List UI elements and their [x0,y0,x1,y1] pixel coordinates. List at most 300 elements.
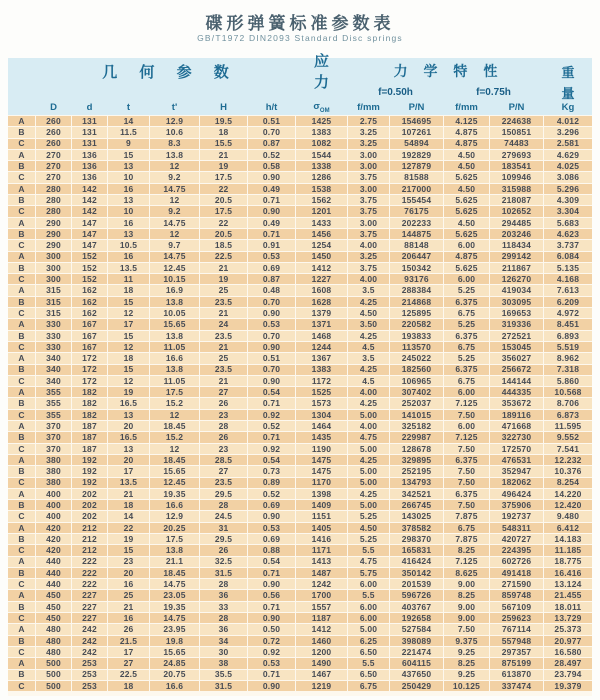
table-row [8,511,592,521]
cell-value: 18.775 [544,557,592,567]
cell-value: 859748 [490,590,543,600]
cell-value: 256672 [490,365,543,375]
cell-value: 4.012 [544,116,592,126]
cell-value: 5.625 [444,263,489,273]
cell-value: 0.71 [248,229,295,239]
cell-value: 1254 [296,240,347,250]
cell-value: 1244 [296,342,347,352]
cell-value: 214868 [390,297,443,307]
cell-value: 416424 [390,557,443,567]
table-row [8,590,592,600]
cell-value: 3.00 [348,150,389,160]
cell-value: 182 [72,398,107,408]
row-series-label: A [8,658,35,668]
cell-value: 4.50 [348,523,389,533]
cell-value: 19 [108,534,149,544]
cell-value: 224395 [490,545,543,555]
header-deflection-075h: f=0.75h [476,86,511,98]
cell-value: 13 [108,444,149,454]
cell-value: 9.00 [444,579,489,589]
table-row [8,466,592,476]
cell-value: 290 [36,218,71,228]
cell-value: 3.25 [348,127,389,137]
cell-value: 1700 [296,590,347,600]
row-series-label: B [8,365,35,375]
cell-value: 5.00 [348,466,389,476]
table-row [8,658,592,668]
header-weight-char-bottom: 量 [561,85,575,101]
cell-value: 3.304 [544,206,592,216]
cell-value: 4.875 [444,252,489,262]
cell-value: 548311 [490,523,543,533]
cell-value: 18 [108,681,149,691]
cell-value: 167 [72,342,107,352]
cell-value: 6.00 [348,579,389,589]
cell-value: 15.65 [150,466,199,476]
cell-value: 330 [36,331,71,341]
cell-value: 9.25 [444,670,489,680]
cell-value: 201539 [390,579,443,589]
cell-value: 398089 [390,636,443,646]
cell-value: 0.52 [248,150,295,160]
cell-value: 7.875 [444,534,489,544]
cell-value: 0.91 [248,240,295,250]
cell-value: 242 [72,647,107,657]
parameter-table [8,53,592,696]
cell-value: 127879 [390,161,443,171]
cell-value: 440 [36,568,71,578]
table-row [8,534,592,544]
cell-value: 0.71 [248,670,295,680]
table-row [8,139,592,149]
cell-value: 444335 [490,387,543,397]
cell-value: 403767 [390,602,443,612]
table-row [8,127,592,137]
cell-value: 0.72 [248,636,295,646]
cell-value: 76175 [390,206,443,216]
cell-value: 172 [72,376,107,386]
cell-value: 15 [108,365,149,375]
table-row [8,376,592,386]
cell-value: 6.75 [444,376,489,386]
cell-value: 6.209 [544,297,592,307]
cell-value: 10 [108,172,149,182]
cell-value: 0.70 [248,331,295,341]
cell-value: 1475 [296,466,347,476]
cell-value: 187 [72,432,107,442]
cell-value: 266745 [390,500,443,510]
cell-value: 22.5 [108,670,149,680]
cell-value: 0.73 [248,466,295,476]
cell-value: 20.5 [200,195,247,205]
cell-value: 10.6 [150,127,199,137]
cell-value: 182560 [390,365,443,375]
cell-value: 1475 [296,455,347,465]
row-series-label: A [8,624,35,634]
cell-value: 152 [72,252,107,262]
cell-value: 24.85 [150,658,199,668]
cell-value: 604115 [390,658,443,668]
table-row [8,297,592,307]
cell-value: 34 [200,636,247,646]
table-row [8,195,592,205]
row-series-label: C [8,681,35,691]
table-row [8,150,592,160]
cell-value: 315 [36,285,71,295]
cell-value: 4.25 [348,489,389,499]
cell-value: 480 [36,636,71,646]
cell-value: 253 [72,681,107,691]
row-series-label: B [8,398,35,408]
cell-value: 1490 [296,658,347,668]
cell-value: 4.50 [444,184,489,194]
row-series-label: C [8,376,35,386]
cell-value: 16.9 [150,285,199,295]
cell-value: 0.53 [248,319,295,329]
cell-value: 355 [36,387,71,397]
cell-value: 6.375 [444,455,489,465]
cell-value: 17 [108,647,149,657]
row-series-label: C [8,545,35,555]
cell-value: 319336 [490,319,543,329]
cell-value: 21.5 [108,636,149,646]
cell-value: 167 [72,319,107,329]
cell-value: 7.125 [444,398,489,408]
cell-value: 22 [108,523,149,533]
row-series-label: B [8,161,35,171]
cell-value: 0.49 [248,218,295,228]
cell-value: 12.420 [544,500,592,510]
cell-value: 450 [36,602,71,612]
cell-value: 0.71 [248,602,295,612]
cell-value: 8.25 [444,658,489,668]
cell-value: 172 [72,365,107,375]
cell-value: 0.90 [248,342,295,352]
column-label-f/mm: f/mm [455,102,478,113]
cell-value: 167 [72,331,107,341]
cell-value: 8.962 [544,353,592,363]
cell-value: 27 [200,387,247,397]
cell-value: 18 [108,500,149,510]
table-row [8,421,592,431]
cell-value: 330 [36,319,71,329]
cell-value: 767114 [490,624,543,634]
cell-value: 437650 [390,670,443,680]
cell-value: 28.5 [200,455,247,465]
row-series-label: C [8,410,35,420]
cell-value: 0.53 [248,252,295,262]
table-row [8,523,592,533]
cell-value: 0.71 [248,195,295,205]
cell-value: 3.737 [544,240,592,250]
cell-value: 6.50 [348,647,389,657]
table-row [8,398,592,408]
cell-value: 147 [72,240,107,250]
cell-value: 300 [36,252,71,262]
cell-value: 557948 [490,636,543,646]
cell-value: 19 [200,161,247,171]
cell-value: 315 [36,308,71,318]
row-series-label: A [8,523,35,533]
cell-value: 14.75 [150,218,199,228]
cell-value: 7.318 [544,365,592,375]
cell-value: 1608 [296,285,347,295]
cell-value: 0.54 [248,557,295,567]
cell-value: 315 [36,297,71,307]
cell-value: 5.00 [348,444,389,454]
cell-value: 352947 [490,466,543,476]
table-row [8,602,592,612]
cell-value: 1383 [296,127,347,137]
cell-value: 1450 [296,252,347,262]
cell-value: 6.084 [544,252,592,262]
cell-value: 7.50 [444,478,489,488]
cell-value: 16.6 [150,500,199,510]
row-series-label: B [8,195,35,205]
cell-value: 31.5 [200,568,247,578]
column-label-H: H [220,102,227,113]
cell-value: 211867 [490,263,543,273]
cell-value: 12 [150,195,199,205]
cell-value: 1456 [296,229,347,239]
cell-value: 7.125 [444,557,489,567]
cell-value: 16.580 [544,647,592,657]
cell-value: 128678 [390,444,443,454]
cell-value: 16.416 [544,568,592,578]
cell-value: 21 [200,342,247,352]
cell-value: 0.53 [248,523,295,533]
cell-value: 4.168 [544,274,592,284]
cell-value: 27 [200,466,247,476]
cell-value: 0.70 [248,365,295,375]
cell-value: 1371 [296,319,347,329]
cell-value: 4.00 [348,240,389,250]
cell-value: 0.58 [248,161,295,171]
cell-value: 153045 [490,342,543,352]
row-series-label: C [8,274,35,284]
row-series-label: C [8,613,35,623]
cell-value: 172570 [490,444,543,454]
cell-value: 1172 [296,376,347,386]
cell-value: 165831 [390,545,443,555]
cell-value: 10.15 [150,274,199,284]
cell-value: 17.5 [150,534,199,544]
row-series-label: C [8,240,35,250]
cell-value: 6.375 [444,489,489,499]
table-row [8,681,592,691]
cell-value: 353672 [490,398,543,408]
cell-value: 5.75 [348,568,389,578]
cell-value: 218087 [490,195,543,205]
cell-value: 221474 [390,647,443,657]
table-row [8,172,592,182]
cell-value: 527584 [390,624,443,634]
row-series-label: C [8,647,35,657]
cell-value: 6.00 [348,602,389,612]
cell-value: 187 [72,444,107,454]
table-row [8,624,592,634]
cell-value: 24 [200,319,247,329]
cell-value: 16 [108,218,149,228]
row-series-label: A [8,184,35,194]
header-deflection-050h: f=0.50h [378,86,413,98]
cell-value: 340 [36,365,71,375]
cell-value: 38 [200,658,247,668]
cell-value: 172 [72,353,107,363]
cell-value: 162 [72,308,107,318]
column-label-t': t' [171,102,178,113]
cell-value: 340 [36,376,71,386]
table-row [8,342,592,352]
cell-value: 31 [200,523,247,533]
cell-value: 496424 [490,489,543,499]
header-mechanical-characteristics: 力 学 特 性 [393,63,504,79]
cell-value: 19 [200,274,247,284]
cell-value: 12.232 [544,455,592,465]
cell-value: 202233 [390,218,443,228]
cell-value: 297357 [490,647,543,657]
cell-value: 189116 [490,410,543,420]
cell-value: 4.5 [348,376,389,386]
cell-value: 102652 [490,206,543,216]
cell-value: 147 [72,218,107,228]
cell-value: 253 [72,658,107,668]
cell-value: 14.75 [150,579,199,589]
cell-value: 142 [72,195,107,205]
cell-value: 32.5 [200,557,247,567]
cell-value: 6.00 [444,240,489,250]
column-label-h/t: h/t [265,102,278,113]
cell-value: 288384 [390,285,443,295]
cell-value: 5.519 [544,342,592,352]
cell-value: 480 [36,624,71,634]
cell-value: 10.568 [544,387,592,397]
cell-value: 21 [108,489,149,499]
cell-value: 4.25 [348,297,389,307]
cell-value: 1219 [296,681,347,691]
cell-value: 9 [108,139,149,149]
row-series-label: B [8,568,35,578]
table-header [8,53,592,115]
cell-value: 5.5 [348,658,389,668]
cell-value: 152 [72,263,107,273]
cell-value: 0.90 [248,579,295,589]
cell-value: 18.011 [544,602,592,612]
table-row [8,229,592,239]
cell-value: 0.71 [248,398,295,408]
cell-value: 19.35 [150,489,199,499]
cell-value: 23.5 [200,331,247,341]
cell-value: 1367 [296,353,347,363]
cell-value: 8.625 [444,568,489,578]
cell-value: 144144 [490,376,543,386]
cell-value: 5.25 [444,353,489,363]
cell-value: 340 [36,353,71,363]
cell-value: 471668 [490,421,543,431]
cell-value: 9.00 [444,613,489,623]
cell-value: 0.90 [248,172,295,182]
cell-value: 4.00 [348,421,389,431]
cell-value: 0.69 [248,534,295,544]
cell-value: 0.51 [248,353,295,363]
cell-value: 0.70 [248,127,295,137]
cell-value: 16 [108,252,149,262]
cell-value: 0.51 [248,116,295,126]
cell-value: 10.125 [444,681,489,691]
cell-value: 202 [72,500,107,510]
cell-value: 9.2 [150,206,199,216]
cell-value: 203246 [490,229,543,239]
cell-value: 15.2 [150,398,199,408]
cell-value: 16 [108,613,149,623]
cell-value: 147 [72,229,107,239]
cell-value: 13.124 [544,579,592,589]
cell-value: 1468 [296,331,347,341]
table-row [8,218,592,228]
column-label-d: d [86,102,93,113]
cell-value: 26 [200,432,247,442]
table-row [8,432,592,442]
cell-value: 192737 [490,511,543,521]
cell-value: 370 [36,421,71,431]
cell-value: 5.860 [544,376,592,386]
row-series-label: C [8,342,35,352]
cell-value: 11.5 [108,127,149,137]
table-row [8,568,592,578]
row-series-label: B [8,297,35,307]
table-row [8,478,592,488]
cell-value: 1405 [296,523,347,533]
cell-value: 290 [36,229,71,239]
cell-value: 162 [72,297,107,307]
row-series-label: A [8,116,35,126]
cell-value: 227 [72,613,107,623]
cell-value: 19 [108,387,149,397]
cell-value: 6.75 [444,308,489,318]
cell-value: 270 [36,172,71,182]
cell-value: 10.5 [108,240,149,250]
cell-value: 23.5 [200,478,247,488]
row-series-label: A [8,421,35,431]
cell-value: 307402 [390,387,443,397]
cell-value: 5.00 [348,478,389,488]
cell-value: 12.9 [150,116,199,126]
cell-value: 1379 [296,308,347,318]
cell-value: 325182 [390,421,443,431]
cell-value: 18.45 [150,455,199,465]
cell-value: 271590 [490,579,543,589]
cell-value: 1487 [296,568,347,578]
cell-value: 12.45 [150,263,199,273]
cell-value: 480 [36,647,71,657]
cell-value: 5.00 [348,410,389,420]
cell-value: 356027 [490,353,543,363]
row-series-label: B [8,432,35,442]
cell-value: 3.00 [348,218,389,228]
table-row [8,365,592,375]
cell-value: 279693 [490,150,543,160]
cell-value: 20 [108,455,149,465]
cell-value: 36 [200,624,247,634]
cell-value: 142 [72,184,107,194]
cell-value: 0.54 [248,387,295,397]
column-label-P/N: P/N [408,102,425,113]
cell-value: 0.88 [248,545,295,555]
cell-value: 6.375 [444,297,489,307]
cell-value: 5.5 [348,590,389,600]
cell-value: 28 [200,613,247,623]
cell-value: 252037 [390,398,443,408]
